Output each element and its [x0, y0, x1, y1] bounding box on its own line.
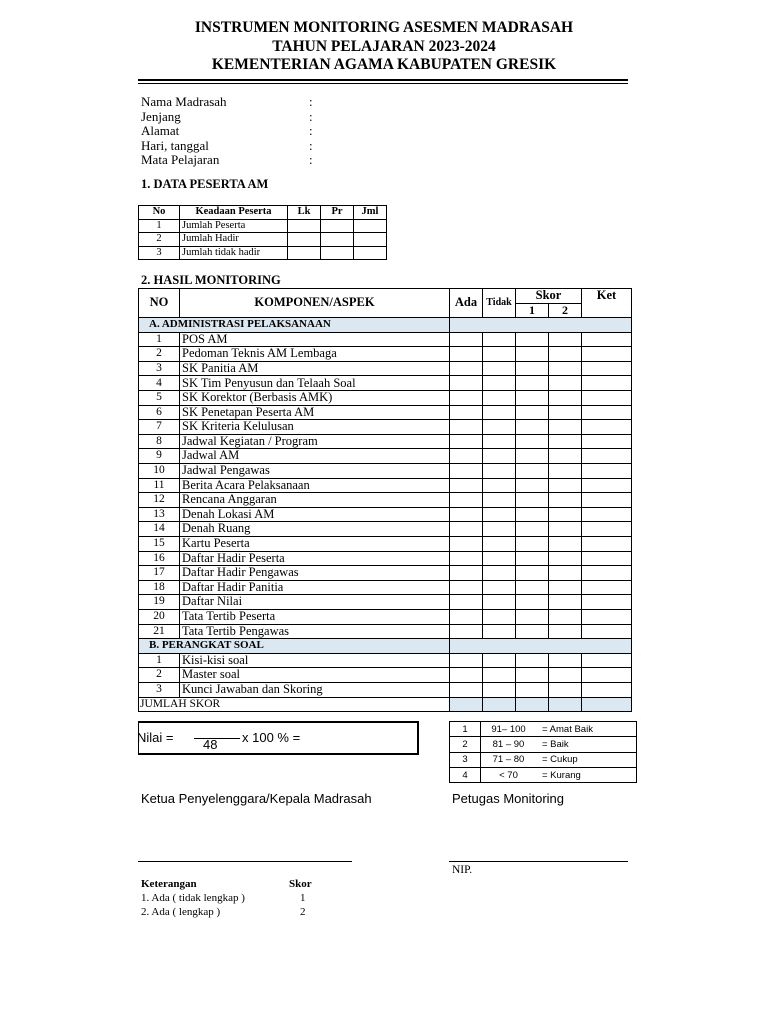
- table-row: [139, 347, 632, 362]
- ket-cell[interactable]: [582, 507, 632, 522]
- item-no: 8: [139, 434, 180, 449]
- total-skor-1: [516, 697, 549, 712]
- lk-cell[interactable]: [288, 233, 321, 247]
- table-row: [139, 405, 632, 420]
- ada-cell[interactable]: [450, 537, 483, 552]
- table-row: [139, 595, 632, 610]
- row-no: 2: [139, 233, 180, 247]
- ada-cell[interactable]: [450, 332, 483, 347]
- ada-cell[interactable]: [450, 347, 483, 362]
- item-no: 11: [139, 478, 180, 493]
- group-a-label: A. ADMINISTRASI PELAKSANAAN: [139, 318, 450, 333]
- skor-1-cell[interactable]: [516, 624, 549, 639]
- item-label: Pedoman Teknis AM Lembaga: [180, 347, 450, 362]
- jml-cell[interactable]: [354, 233, 387, 247]
- info-row: [141, 139, 313, 154]
- skor-2-cell[interactable]: [549, 405, 582, 420]
- col-no: NO: [139, 289, 180, 318]
- row-label: Jumlah Peserta: [180, 219, 288, 233]
- skor-2-cell[interactable]: [549, 347, 582, 362]
- item-no: 2: [139, 347, 180, 362]
- info-row: [141, 153, 313, 168]
- col-jml: Jml: [354, 206, 387, 220]
- peserta-table: [138, 205, 387, 260]
- ket-cell[interactable]: [582, 668, 632, 683]
- item-label: Daftar Hadir Pengawas: [180, 566, 450, 581]
- item-no: 15: [139, 537, 180, 552]
- skor-2-cell[interactable]: [549, 566, 582, 581]
- table-row: [139, 624, 632, 639]
- skor-1-cell[interactable]: [516, 332, 549, 347]
- item-label: SK Tim Penyusun dan Telaah Soal: [180, 376, 450, 391]
- table-row: [139, 449, 632, 464]
- skor-2-cell[interactable]: [549, 493, 582, 508]
- info-sep: :: [309, 152, 313, 167]
- item-label: Kartu Peserta: [180, 537, 450, 552]
- info-label: Alamat: [141, 123, 180, 138]
- table-row: [139, 493, 632, 508]
- item-no: 1: [139, 653, 180, 668]
- tidak-cell[interactable]: [483, 405, 516, 420]
- grading-no: 2: [450, 737, 481, 752]
- item-no: 10: [139, 464, 180, 479]
- skor-1-cell[interactable]: [516, 391, 549, 406]
- lk-cell[interactable]: [288, 219, 321, 233]
- table-row: [139, 537, 632, 552]
- table-row: [139, 246, 387, 260]
- total-ada: [450, 697, 483, 712]
- ket-cell[interactable]: [582, 537, 632, 552]
- table-row: [139, 682, 632, 697]
- table-row: [139, 391, 632, 406]
- row-label: Jumlah tidak hadir: [180, 246, 288, 260]
- grading-range: 81 – 90: [481, 737, 537, 752]
- table-row: [139, 361, 632, 376]
- skor-1-cell[interactable]: [516, 347, 549, 362]
- total-ket: [582, 697, 632, 712]
- skor-2-cell[interactable]: [549, 420, 582, 435]
- info-sep: :: [309, 137, 313, 153]
- item-no: 7: [139, 420, 180, 435]
- row-label: Jumlah Hadir: [180, 233, 288, 247]
- grading-row: [450, 722, 637, 737]
- grading-table: [449, 721, 637, 783]
- table-row: [139, 332, 632, 347]
- skor-1-cell[interactable]: [516, 464, 549, 479]
- row-no: 3: [139, 246, 180, 260]
- item-label: Jadwal Pengawas: [180, 464, 450, 479]
- ada-cell[interactable]: [450, 522, 483, 537]
- tidak-cell[interactable]: [483, 566, 516, 581]
- tidak-cell[interactable]: [483, 493, 516, 508]
- keterangan-skor-header: Skor: [289, 878, 312, 890]
- ada-cell[interactable]: [450, 653, 483, 668]
- tidak-cell[interactable]: [483, 449, 516, 464]
- skor-2-cell[interactable]: [549, 624, 582, 639]
- grading-no: 3: [450, 752, 481, 767]
- skor-2-cell[interactable]: [549, 478, 582, 493]
- item-no: 18: [139, 580, 180, 595]
- col-ada: Ada: [450, 289, 483, 318]
- skor-1-cell[interactable]: [516, 609, 549, 624]
- info-sep: :: [309, 123, 313, 138]
- item-no: 13: [139, 507, 180, 522]
- item-no: 2: [139, 668, 180, 683]
- skor-1-cell[interactable]: [516, 405, 549, 420]
- ket-cell[interactable]: [582, 566, 632, 581]
- ket-cell[interactable]: [582, 595, 632, 610]
- item-label: Master soal: [180, 668, 450, 683]
- info-label: Nama Madrasah: [141, 94, 227, 109]
- tidak-cell[interactable]: [483, 624, 516, 639]
- info-sep: :: [309, 94, 313, 109]
- ada-cell[interactable]: [450, 624, 483, 639]
- col-ket: Ket: [582, 289, 632, 318]
- ket-cell[interactable]: [582, 405, 632, 420]
- item-no: 1: [139, 332, 180, 347]
- grading-range: 71 – 80: [481, 752, 537, 767]
- ada-cell[interactable]: [450, 434, 483, 449]
- sign-left-label: Ketua Penyelenggara/Kepala Madrasah: [141, 791, 372, 806]
- info-label: Mata Pelajaran: [141, 152, 220, 167]
- item-no: 19: [139, 595, 180, 610]
- sign-right-label: Petugas Monitoring: [452, 791, 565, 806]
- item-no: 20: [139, 609, 180, 624]
- item-label: SK Kriteria Kelulusan: [180, 420, 450, 435]
- monitoring-table: [138, 288, 632, 712]
- tidak-cell[interactable]: [483, 391, 516, 406]
- nip-label: NIP.: [452, 864, 473, 876]
- nilai-denominator: 48: [203, 737, 218, 752]
- item-label: Rencana Anggaran: [180, 493, 450, 508]
- skor-2-cell[interactable]: [549, 580, 582, 595]
- grading-range: 91– 100: [481, 722, 537, 737]
- group-b-label: B. PERANGKAT SOAL: [139, 639, 450, 654]
- total-row: [139, 697, 632, 712]
- ket-cell[interactable]: [582, 347, 632, 362]
- group-a-shade: [450, 318, 632, 333]
- group-row-b: [139, 639, 632, 654]
- col-komponen: KOMPONEN/ASPEK: [180, 289, 450, 318]
- tidak-cell[interactable]: [483, 464, 516, 479]
- ket-cell[interactable]: [582, 522, 632, 537]
- ada-cell[interactable]: [450, 376, 483, 391]
- item-label: Daftar Hadir Peserta: [180, 551, 450, 566]
- table-row: [139, 522, 632, 537]
- skor-1-cell[interactable]: [516, 668, 549, 683]
- tidak-cell[interactable]: [483, 507, 516, 522]
- skor-2-cell[interactable]: [549, 507, 582, 522]
- skor-1-cell[interactable]: [516, 566, 549, 581]
- skor-2-cell[interactable]: [549, 464, 582, 479]
- skor-1-cell[interactable]: [516, 507, 549, 522]
- tidak-cell[interactable]: [483, 682, 516, 697]
- info-sep: :: [309, 108, 313, 124]
- skor-1-cell[interactable]: [516, 595, 549, 610]
- ada-cell[interactable]: [450, 580, 483, 595]
- ket-cell[interactable]: [582, 551, 632, 566]
- total-label: JUMLAH SKOR: [139, 697, 450, 712]
- skor-2-cell[interactable]: [549, 391, 582, 406]
- info-row: [141, 124, 313, 139]
- ket-cell[interactable]: [582, 464, 632, 479]
- item-label: Kisi-kisi soal: [180, 653, 450, 668]
- skor-2-cell[interactable]: [549, 551, 582, 566]
- col-tidak: Tidak: [483, 289, 516, 318]
- ada-cell[interactable]: [450, 405, 483, 420]
- grading-row: [450, 752, 637, 767]
- skor-2-cell[interactable]: [549, 595, 582, 610]
- total-skor-2: [549, 697, 582, 712]
- skor-1-cell[interactable]: [516, 449, 549, 464]
- skor-1-cell[interactable]: [516, 420, 549, 435]
- lk-cell[interactable]: [288, 246, 321, 260]
- col-pr: Pr: [321, 206, 354, 220]
- ket-cell[interactable]: [582, 493, 632, 508]
- ket-cell[interactable]: [582, 434, 632, 449]
- tidak-cell[interactable]: [483, 653, 516, 668]
- keterangan-row-score: 1: [300, 892, 306, 904]
- table-row: [139, 420, 632, 435]
- skor-1-cell[interactable]: [516, 434, 549, 449]
- item-no: 3: [139, 361, 180, 376]
- item-label: SK Penetapan Peserta AM: [180, 405, 450, 420]
- item-label: SK Panitia AM: [180, 361, 450, 376]
- skor-2-cell[interactable]: [549, 376, 582, 391]
- item-label: Kunci Jawaban dan Skoring: [180, 682, 450, 697]
- ada-cell[interactable]: [450, 609, 483, 624]
- col-skor: Skor: [516, 289, 582, 304]
- pr-cell[interactable]: [321, 233, 354, 247]
- tidak-cell[interactable]: [483, 537, 516, 552]
- ada-cell[interactable]: [450, 595, 483, 610]
- tidak-cell[interactable]: [483, 376, 516, 391]
- skor-1-cell[interactable]: [516, 551, 549, 566]
- table-row: [139, 376, 632, 391]
- nilai-multiplier: x 100 % =: [242, 730, 301, 745]
- table-row: [139, 668, 632, 683]
- skor-1-cell[interactable]: [516, 478, 549, 493]
- skor-2-cell[interactable]: [549, 361, 582, 376]
- tidak-cell[interactable]: [483, 609, 516, 624]
- pr-cell[interactable]: [321, 246, 354, 260]
- item-label: Berita Acara Pelaksanaan: [180, 478, 450, 493]
- table-row: [139, 609, 632, 624]
- tidak-cell[interactable]: [483, 580, 516, 595]
- row-no: 1: [139, 219, 180, 233]
- table-row: [139, 233, 387, 247]
- grading-desc: = Kurang: [536, 767, 637, 782]
- skor-1-cell[interactable]: [516, 522, 549, 537]
- header-rule-thin: [138, 83, 628, 84]
- grading-no: 1: [450, 722, 481, 737]
- grading-desc: = Amat Baik: [536, 722, 637, 737]
- tidak-cell[interactable]: [483, 420, 516, 435]
- skor-2-cell[interactable]: [549, 537, 582, 552]
- ket-cell[interactable]: [582, 420, 632, 435]
- item-no: 6: [139, 405, 180, 420]
- table-row: [139, 580, 632, 595]
- skor-1-cell[interactable]: [516, 537, 549, 552]
- sign-left-line: [138, 861, 352, 862]
- table-row: [139, 464, 632, 479]
- grading-row: [450, 767, 637, 782]
- item-label: Daftar Hadir Panitia: [180, 580, 450, 595]
- pr-cell[interactable]: [321, 219, 354, 233]
- ada-cell[interactable]: [450, 507, 483, 522]
- ket-cell[interactable]: [582, 361, 632, 376]
- ada-cell[interactable]: [450, 478, 483, 493]
- grading-row: [450, 737, 637, 752]
- doc-title-line2: TAHUN PELAJARAN 2023-2024: [272, 38, 496, 55]
- ket-cell[interactable]: [582, 609, 632, 624]
- skor-1-cell[interactable]: [516, 580, 549, 595]
- section2-title: 2. HASIL MONITORING: [141, 273, 281, 287]
- table-row: [139, 434, 632, 449]
- table-row: [139, 507, 632, 522]
- item-no: 14: [139, 522, 180, 537]
- tidak-cell[interactable]: [483, 478, 516, 493]
- grading-range: < 70: [481, 767, 537, 782]
- item-label: SK Korektor (Berbasis AMK): [180, 391, 450, 406]
- skor-2-cell[interactable]: [549, 434, 582, 449]
- skor-2-cell[interactable]: [549, 682, 582, 697]
- table-row: [139, 219, 387, 233]
- table-row: [139, 551, 632, 566]
- jml-cell[interactable]: [354, 246, 387, 260]
- col-keadaan: Keadaan Peserta: [180, 206, 288, 220]
- ket-cell[interactable]: [582, 653, 632, 668]
- table-row: [139, 478, 632, 493]
- tidak-cell[interactable]: [483, 595, 516, 610]
- ket-cell[interactable]: [582, 682, 632, 697]
- skor-1-cell[interactable]: [516, 376, 549, 391]
- group-b-shade: [450, 639, 632, 654]
- ket-cell[interactable]: [582, 449, 632, 464]
- skor-1-cell[interactable]: [516, 493, 549, 508]
- info-row: [141, 110, 313, 125]
- item-no: 5: [139, 391, 180, 406]
- col-skor-1: 1: [516, 303, 549, 318]
- item-label: Daftar Nilai: [180, 595, 450, 610]
- ada-cell[interactable]: [450, 668, 483, 683]
- group-row-a: [139, 318, 632, 333]
- ket-cell[interactable]: [582, 391, 632, 406]
- jml-cell[interactable]: [354, 219, 387, 233]
- ada-cell[interactable]: [450, 551, 483, 566]
- tidak-cell[interactable]: [483, 522, 516, 537]
- tidak-cell[interactable]: [483, 434, 516, 449]
- item-label: Denah Ruang: [180, 522, 450, 537]
- tidak-cell[interactable]: [483, 551, 516, 566]
- ada-cell[interactable]: [450, 361, 483, 376]
- tidak-cell[interactable]: [483, 347, 516, 362]
- item-no: 16: [139, 551, 180, 566]
- ada-cell[interactable]: [450, 420, 483, 435]
- sign-right-line: [449, 861, 628, 862]
- keterangan-row-label: 2. Ada ( lengkap ): [141, 906, 221, 918]
- doc-title-line3: KEMENTERIAN AGAMA KABUPATEN GRESIK: [211, 56, 557, 73]
- ket-cell[interactable]: [582, 580, 632, 595]
- tidak-cell[interactable]: [483, 668, 516, 683]
- item-no: 9: [139, 449, 180, 464]
- ada-cell[interactable]: [450, 493, 483, 508]
- item-no: 17: [139, 566, 180, 581]
- info-label: Hari, tanggal: [141, 137, 209, 153]
- info-row: [141, 95, 313, 110]
- doc-title-line1: INSTRUMEN MONITORING ASESMEN MADRASAH: [194, 19, 574, 36]
- info-fields: [141, 95, 313, 168]
- item-label: Jadwal Kegiatan / Program: [180, 434, 450, 449]
- grading-no: 4: [450, 767, 481, 782]
- keterangan-row-score: 2: [300, 906, 306, 918]
- keterangan-row-label: 1. Ada ( tidak lengkap ): [141, 892, 245, 904]
- ket-cell[interactable]: [582, 478, 632, 493]
- skor-2-cell[interactable]: [549, 332, 582, 347]
- keterangan-header: Keterangan: [141, 878, 197, 890]
- ada-cell[interactable]: [450, 566, 483, 581]
- section1-title: 1. DATA PESERTA AM: [141, 177, 269, 191]
- ada-cell[interactable]: [450, 464, 483, 479]
- skor-1-cell[interactable]: [516, 682, 549, 697]
- skor-2-cell[interactable]: [549, 668, 582, 683]
- tidak-cell[interactable]: [483, 361, 516, 376]
- ada-cell[interactable]: [450, 682, 483, 697]
- grading-desc: = Baik: [536, 737, 637, 752]
- tidak-cell[interactable]: [483, 332, 516, 347]
- ket-cell[interactable]: [582, 376, 632, 391]
- item-label: Jadwal AM: [180, 449, 450, 464]
- ket-cell[interactable]: [582, 624, 632, 639]
- nilai-box: [138, 721, 419, 755]
- item-no: 12: [139, 493, 180, 508]
- skor-2-cell[interactable]: [549, 609, 582, 624]
- col-lk: Lk: [288, 206, 321, 220]
- item-no: 4: [139, 376, 180, 391]
- skor-1-cell[interactable]: [516, 653, 549, 668]
- col-no: No: [139, 206, 180, 220]
- skor-2-cell[interactable]: [549, 653, 582, 668]
- total-tidak: [483, 697, 516, 712]
- item-label: Denah Lokasi AM: [180, 507, 450, 522]
- item-label: Tata Tertib Peserta: [180, 609, 450, 624]
- nilai-label: Nilai =: [137, 730, 174, 745]
- item-no: 21: [139, 624, 180, 639]
- header-rule-thick: [138, 79, 628, 81]
- ada-cell[interactable]: [450, 391, 483, 406]
- skor-2-cell[interactable]: [549, 449, 582, 464]
- ada-cell[interactable]: [450, 449, 483, 464]
- ket-cell[interactable]: [582, 332, 632, 347]
- grading-desc: = Cukup: [536, 752, 637, 767]
- item-no: 3: [139, 682, 180, 697]
- skor-1-cell[interactable]: [516, 361, 549, 376]
- item-label: POS AM: [180, 332, 450, 347]
- table-row: [139, 566, 632, 581]
- skor-2-cell[interactable]: [549, 522, 582, 537]
- info-label: Jenjang: [141, 108, 181, 124]
- table-row: [139, 653, 632, 668]
- col-skor-2: 2: [549, 303, 582, 318]
- item-label: Tata Tertib Pengawas: [180, 624, 450, 639]
